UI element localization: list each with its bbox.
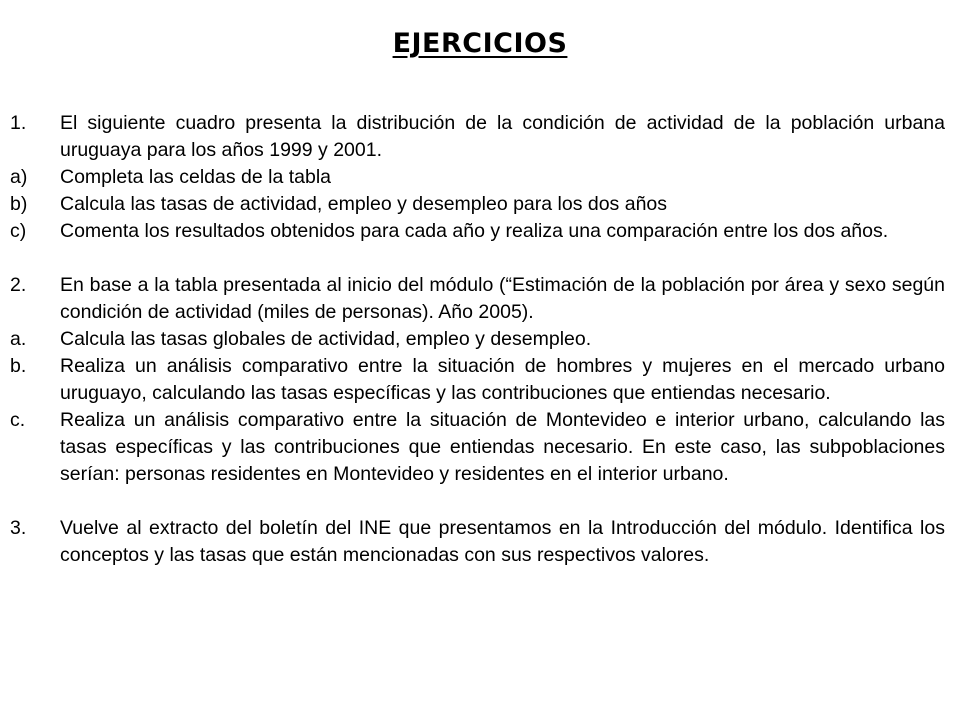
exercise-1-a-text: Completa las celdas de la tabla bbox=[60, 166, 331, 188]
exercise-2-a bbox=[10, 326, 945, 353]
exercise-2-c-marker: c. bbox=[10, 409, 26, 431]
exercise-3 bbox=[10, 515, 945, 569]
exercise-1-a bbox=[10, 164, 945, 191]
exercise-1-text: El siguiente cuadro presenta la distribución de la condición de actividad de la población urbana uruguaya para los años 1999 y 2001. bbox=[60, 112, 945, 161]
spacer bbox=[10, 488, 945, 515]
exercise-1 bbox=[10, 110, 945, 164]
exercise-3-text: Vuelve al extracto del boletín del INE que presentamos en la Introducción del módulo. Identifica los conceptos y las tasas que están mencionadas con sus respectivos valores. bbox=[60, 517, 945, 566]
exercise-2-text: En base a la tabla presentada al inicio del módulo (“Estimación de la población por área y sexo según condición de actividad (miles de personas). Año 2005). bbox=[60, 274, 945, 323]
exercise-list bbox=[10, 110, 945, 569]
exercise-2-b bbox=[10, 353, 945, 407]
exercise-1-b-text: Calcula las tasas de actividad, empleo y desempleo para los dos años bbox=[60, 193, 668, 215]
exercise-1-b bbox=[10, 191, 945, 218]
exercise-2-a-text: Calcula las tasas globales de actividad, empleo y desempleo. bbox=[60, 328, 592, 350]
exercise-1-c-marker: c) bbox=[10, 220, 27, 242]
exercise-3-number: 3. bbox=[10, 517, 27, 539]
exercise-2-c-text: Realiza un análisis comparativo entre la situación de Montevideo e interior urbano, calculando las tasas específicas y las contribuciones que entiendas necesario. En este caso, las subpoblaciones serían: personas residentes en Montevideo y residentes en el interior urbano. bbox=[60, 409, 945, 485]
exercise-1-a-marker: a) bbox=[10, 166, 28, 188]
exercise-2 bbox=[10, 272, 945, 326]
spacer bbox=[10, 245, 945, 272]
exercise-1-c bbox=[10, 218, 945, 245]
exercise-2-c bbox=[10, 407, 945, 488]
exercise-1-c-text: Comenta los resultados obtenidos para cada año y realiza una comparación entre los dos años. bbox=[60, 220, 889, 242]
exercise-1-b-marker: b) bbox=[10, 193, 28, 215]
exercise-1-number: 1. bbox=[10, 112, 27, 134]
exercise-2-b-text: Realiza un análisis comparativo entre la situación de hombres y mujeres en el mercado urbano uruguayo, calculando las tasas específicas y las contribuciones que entiendas necesario. bbox=[60, 355, 945, 404]
page-title: EJERCICIOS bbox=[392, 28, 568, 59]
exercise-2-number: 2. bbox=[10, 274, 27, 296]
exercise-2-b-marker: b. bbox=[10, 355, 27, 377]
exercise-2-a-marker: a. bbox=[10, 328, 27, 350]
